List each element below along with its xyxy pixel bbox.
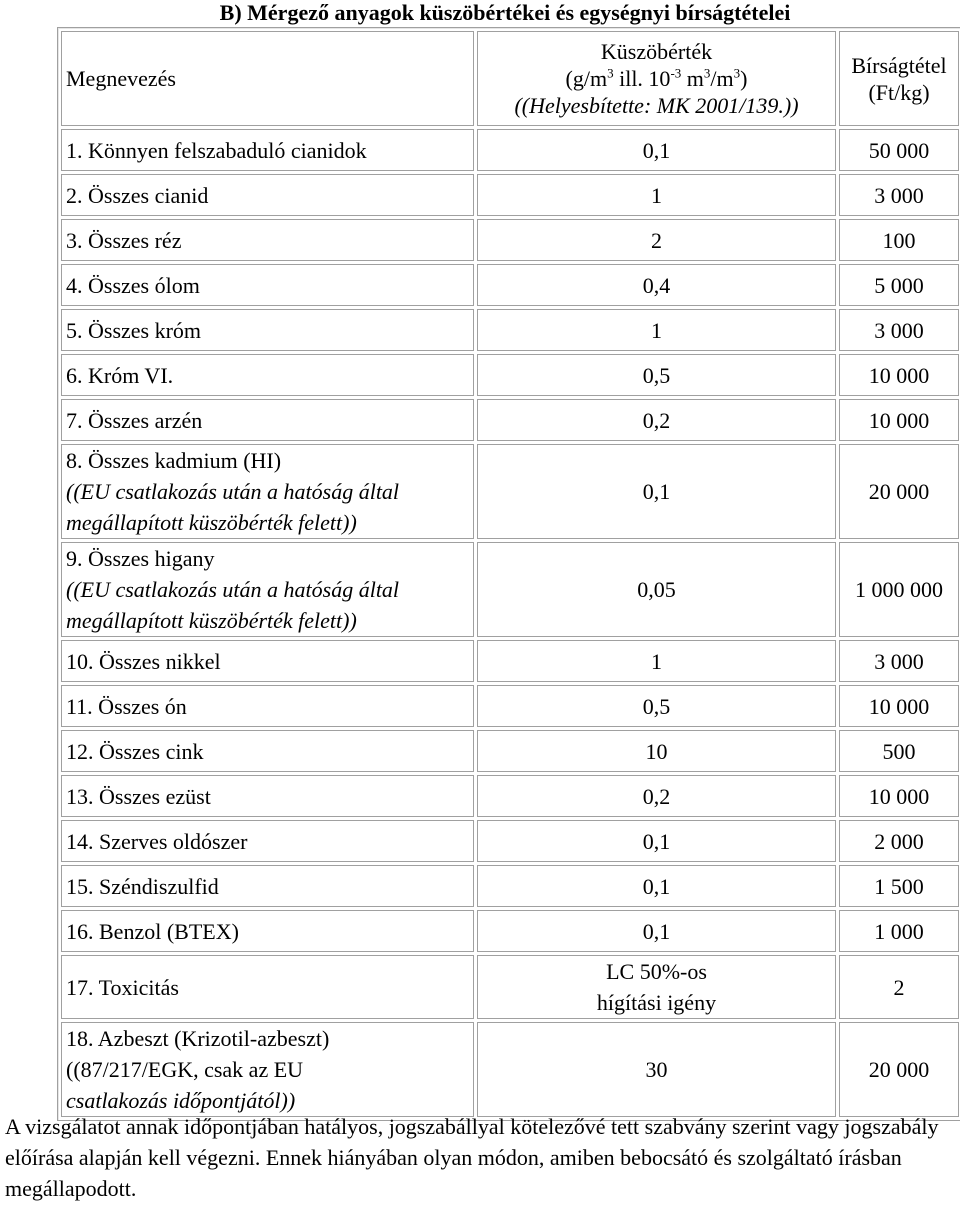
table-row: 4. Összes ólom 0,4 5 000 <box>61 264 959 306</box>
table-row: 11. Összes ón 0,5 10 000 <box>61 685 959 727</box>
thresholds-table <box>57 27 960 1121</box>
table-row: 14. Szerves oldószer 0,1 2 000 <box>61 820 959 862</box>
header-threshold-unit: ($g/m^3$ ill. $10^{-3}$ $m^3/m^3$) <box>565 65 748 91</box>
table-row: 6. Króm VI. 0,5 10 000 <box>61 354 959 396</box>
table-row: 5. Összes króm 1 3 000 <box>61 309 959 351</box>
table-row: 9. Összes higany ((EU csatlakozás után a hatóság által megállapított küszöbérték felett)) 0,05 1 000 000 <box>61 542 959 637</box>
table-row: 12. Összes cink 10 500 <box>61 730 959 772</box>
header-threshold-correction: ((Helyesbítette: MK 2001/139.)) <box>514 93 799 118</box>
header-threshold <box>477 31 836 126</box>
table-row: 2. Összes cianid 1 3 000 <box>61 174 959 216</box>
table-row: 1. Könnyen felszabaduló cianidok 0,1 50 000 <box>61 129 959 171</box>
table-header-row <box>61 31 959 126</box>
table-row: 10. Összes nikkel 1 3 000 <box>61 640 959 682</box>
table-row: 18. Azbeszt (Krizotil-azbeszt) ((87/217/EGK, csak az EU csatlakozás időpontjától)) 30 20 000 <box>61 1022 959 1117</box>
table-row: 15. Széndiszulfid 0,1 1 500 <box>61 865 959 907</box>
header-fine: Bírságtétel (Ft/kg) <box>839 31 959 126</box>
footer-paragraph: A vizsgálatot annak időpontjában hatályos, jogszabállyal kötelezővé tett szabvány szerint vagy jogszabály előírása alapján kell végezni. Ennek hiányában olyan módon, amiben bebocsátó és szolgáltató írásban megállapodott. <box>5 1114 939 1201</box>
document-title: B) Mérgező anyagok küszöbértékei és egységnyi bírságtételei <box>219 0 791 25</box>
table-row: 8. Összes kadmium (HI) ((EU csatlakozás után a hatóság által megállapított küszöbérték felett)) 0,1 20 000 <box>61 444 959 539</box>
table-row: 3. Összes réz 2 100 <box>61 219 959 261</box>
table-row: 16. Benzol (BTEX) 0,1 1 000 <box>61 910 959 952</box>
header-name: Megnevezés <box>61 31 474 126</box>
table-row: 7. Összes arzén 0,2 10 000 <box>61 399 959 441</box>
table-row: 17. Toxicitás LC 50%-os hígítási igény 2 <box>61 955 959 1019</box>
table-row: 13. Összes ezüst 0,2 10 000 <box>61 775 959 817</box>
header-threshold-line1: Küszöbérték <box>600 39 713 64</box>
